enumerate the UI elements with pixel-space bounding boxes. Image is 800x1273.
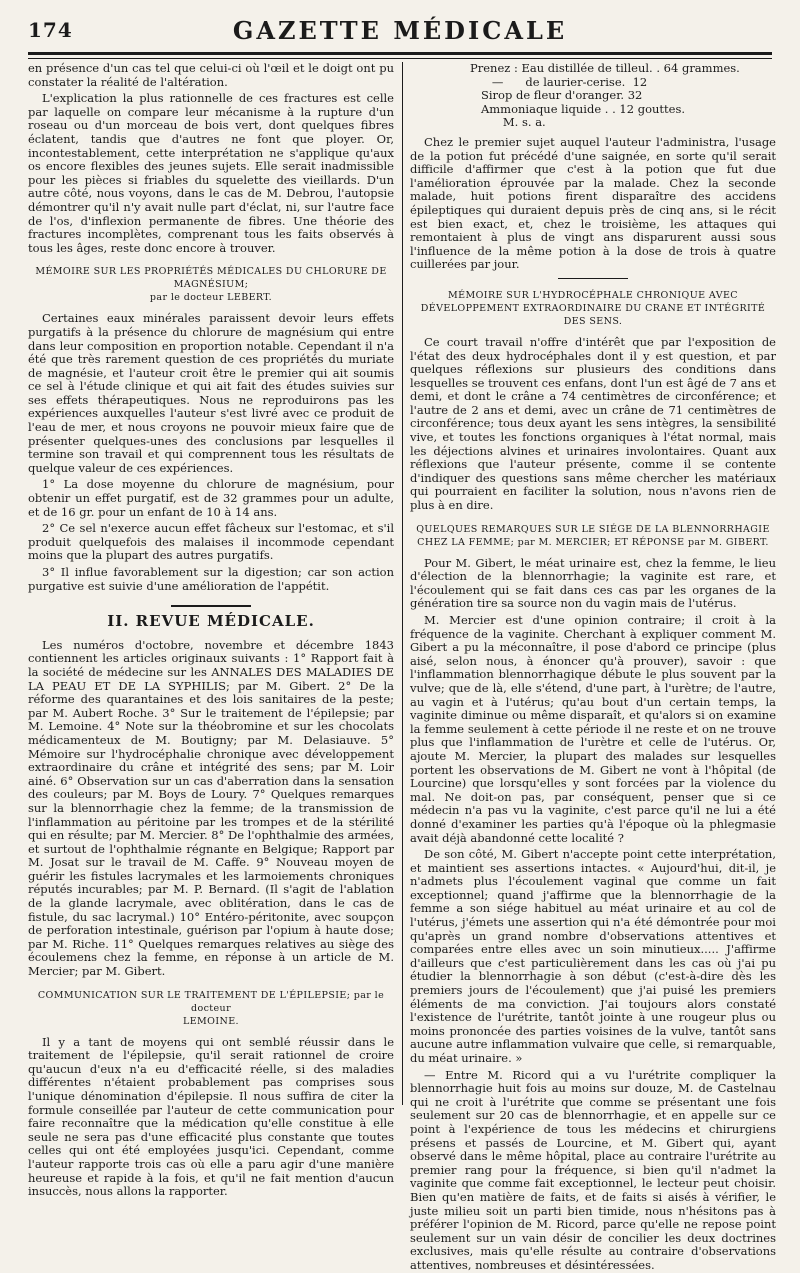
paragraph: en présence d'un cas tel que celui-ci où l'œil et le doigt ont pu constater la réalité de l'altération. — [28, 61, 394, 89]
page-header — [28, 16, 772, 48]
prescription-line: Ammoniaque liquide . . 12 gouttes. — [470, 101, 686, 116]
prescription-line: Prenez : Eau distillée de tilleul. . 64 grammes. — [470, 61, 740, 75]
article-heading: MÉMOIRE SUR L'HYDROCÉPHALE CHRONIQUE AVEC DÉVELOPPEMENT EXTRAORDINAIRE DU CRANE ET INTÉGRITÉ DES SENS. — [420, 289, 766, 327]
article-heading — [32, 265, 390, 304]
paragraph: De son côté, M. Gibert n'accepte point cette interprétation, et maintient ses assertions intactes. « Aujourd'hui, dit-il, je n'admets plus l'écoulement vaginal que comme un fait exceptionnel; quand j'affirme que la blennorrhagie de la femme a son siége habituel au méat urinaire et au col de l'utérus, j'émets une assertion qui n'a été démontrée pour moi qu'après un grand nombre d'observations attentives et comparées entre elles avec un soin minutieux..... J'affirme d'ailleurs que c'est particulièrement dans les cas où j'ai pu étudier la blennorrhagie à son début (c'est-à-dire dès les premiers jours de l'écoulement) que j'ai puisé les premiers éléments de ma conviction. J'ai toujours alors constaté l'existence de l'urétrite, tantôt jointe à une rougeur plus ou moins prononcée des parties voisines de la vulve, tantôt sans aucune autre inflammation vulvaire que celle, si remarquable, du méat urinaire. » — [410, 847, 776, 1065]
prescription-line: Sirop de fleur d'oranger. 32 — [470, 88, 643, 103]
paragraph: M. Mercier est d'une opinion contraire; il croit à la fréquence de la vaginite. Cherchant à expliquer comment M. Gibert a pu la méconnaître, il pose d'abord ce principe (plus aisé, selon nous, à énoncer qu'à prouver), savoir : que l'inflammation blennorrhagique débute le plus souvent par la vulve; que de là, elle s'étend, d'une part, à l'urètre; de l'autre, au vagin et à l'utérus; qu'au bout d'un certain temps, la vaginite diminue ou même disparaît, et qu'alors si on examine la femme seulement à cette période il ne reste et on ne trouve plus que l'inflammation de l'urètre et celle de l'utérus. Or, ajoute M. Mercier, la plupart des malades sur lesquelles portent les observations de M. Gibert ne vont à l'hôpital (de Lourcine) que lorsqu'elles y sont forcées par la violence du mal. Ne doit-on pas, par conséquent, penser que si ce médecin n'a pas vu la vaginite, c'est parce qu'il ne lui a été donné d'examiner les parties qu'à l'époque où la phlegmasie avait déjà abandonné cette localité ? — [410, 613, 776, 845]
prescription-formula — [470, 62, 776, 130]
paragraph: 1° La dose moyenne du chlorure de magnésium, pour obtenir un effet purgatif, est de 32 grammes pour un adulte, et de 16 gr. pour un enfant de 10 à 14 ans. — [28, 477, 394, 519]
prescription-line: M. s. a. — [470, 115, 546, 130]
header-rule — [28, 52, 772, 55]
column-divider — [402, 62, 403, 1105]
prescription-line: — de laurier-cerise. 12 — [470, 74, 648, 89]
paragraph: Certaines eaux minérales paraissent devoir leurs effets purgatifs à la présence du chlorure de magnésium qui entre dans leur composition en proportion notable. Cependant il n'a été que très rarement question de ces propriétés du muriate de magnésie, et l'auteur croit être le premier qui ait soumis ce sel à l'étude clinique et qui ait fait des études suivies sur ses effets thérapeutiques. Nous ne reproduirons pas les expériences auxquelles l'auteur s'est livré avec ce produit de l'eau de mer, et nous croyons ne pouvoir mieux faire que de présenter quelques-unes des conclusions par lesquelles il termine son travail et qui comprennent tous les résultats de quelque valeur de ces expériences. — [28, 311, 394, 475]
right-column — [410, 61, 776, 1272]
paragraph: Ce court travail n'offre d'intérêt que par l'exposition de l'état des deux hydrocéphales dont il y est question, et par quelques réflexions sur plusieurs des conditions dans lesquelles se trouvent ces enfans, dont l'un est âgé de 7 ans et demi, et dont le crâne a 74 centimètres de circonférence; et l'autre de 2 ans et demi, avec un crâne de 71 centimètres de circonférence; tous deux ayant les sens intègres, la sensibilité vive, et toutes les fonctions organiques à l'état normal, mais les déjections alvines et urinaires involontaires. Quant aux réflexions que l'auteur présente, comme il se contente d'indiquer des questions sans même chercher les matériaux qui pourraient en faciliter la solution, nous n'avons rien de plus à en dire. — [410, 334, 776, 513]
section-rule — [171, 605, 251, 607]
paragraph: Chez le premier sujet auquel l'auteur l'administra, l'usage de la potion fut précédé d'une saignée, en sorte qu'il serait difficile d'affirmer que c'est à la potion que fut due l'amélioration éprouvée par la malade. Chez la seconde malade, huit potions firent disparaître des accidens épileptiques qui duraient depuis près de cinq ans, si le récit est bien exact, et, chez le troisième, les attaques qui remontaient à plus de vingt ans disparurent aussi sous l'influence de la même potion à la dose de trois à quatre cuillerées par jour. — [410, 134, 776, 272]
paragraph: 3° Il influe favorablement sur la digestion; car son action purgative est suivie d'une amélioration de l'appétit. — [28, 565, 394, 593]
article-heading-title: MÉMOIRE SUR LES PROPRIÉTÉS MÉDICALES DU CHLORURE DE MAGNÉSIUM; — [35, 266, 387, 291]
section-title: II. REVUE MÉDICALE. — [107, 612, 315, 631]
article-heading-author: LEMOINE. — [183, 1015, 239, 1027]
paragraph: L'explication la plus rationnelle de ces fractures est celle par laquelle on compare leur mécanisme à la rupture d'un roseau ou d'un morceau de bois vert, dont quelques fibres éclatent, tandis que d'autres ne font que ployer. Or, incontestablement, cette interprétation ne s'applique qu'aux os encore flexibles des jeunes sujets. Elle serait inadmissible pour les pièces si friables du squelette des vieillards. D'un autre côté, nous voyons, dans le cas de M. Debrou, l'autopsie démontrer qu'il n'y avait nulle part d'éclat, ni, sur l'autre face de l'os, d'inflexion permanente de fibres. Une théorie des fractures incomplètes, comprenant tous les faits observés à tous les âges, reste donc encore à trouver. — [28, 91, 394, 255]
article-heading — [32, 989, 390, 1028]
separator-rule — [558, 278, 628, 279]
article-heading: QUELQUES REMARQUES SUR LE SIÉGE DE LA BLENNORRHAGIE CHEZ LA FEMME; par M. MERCIER; ET RÉPONSE par M. GIBERT. — [416, 523, 770, 548]
article-heading-title: COMMUNICATION SUR LE TRAITEMENT DE L'ÉPILEPSIE; par le docteur — [37, 989, 385, 1014]
page-number: 174 — [28, 18, 73, 42]
article-heading-author: par le docteur LEBERT. — [149, 292, 273, 304]
header-rule-thin — [28, 58, 772, 59]
left-column — [28, 61, 394, 1199]
masthead-title: GAZETTE MÉDICALE — [232, 16, 568, 45]
paragraph: Les numéros d'octobre, novembre et décembre 1843 contiennent les articles originaux suivants : 1° Rapport fait à la société de médecine sur les ANNALES DES MALADIES DE LA PEAU ET DE LA SYPHILIS; par M. Gibert. 2° De la réforme des quarantaines et des lois sanitaires de la peste; par M. Aubert Roche. 3° Sur le traitement de l'épilepsie; par M. Lemoine. 4° Note sur la théobromine et sur les chocolats médicamenteux de M. Boutigny; par M. Delasiauve. 5° Mémoire sur l'hydrocéphalie chronique avec développement extraordinaire du crâne et intégrité des sens; par M. Loir ainé. 6° Observation sur un cas d'aberration dans la sensation des couleurs; par M. Boys de Loury. 7° Quelques remarques sur la blennorrhagie chez la femme; de la transmission de l'inflammation au péritoine par les trompes et de la stérilité qui en résulte; par M. Mercier. 8° De l'ophthalmie des armées, et surtout de l'ophthalmie régnante en Belgique; Rapport par M. Josat sur le travail de M. Caffe. 9° Nouveau moyen de guérir les fistules lacrymales et les larmoiements chroniques réputés incurables; par M. P. Bernard. (Il s'agit de l'ablation de la glande lacrymale, avec oblitération, dans le cas de fistule, du sac lacrymal.) 10° Entéro-péritonite, avec soupçon de perforation intestinale, guérison par l'opium à haute dose; par M. Riche. 11° Quelques remarques relatives au siège des écoulemens chez la femme, en réponse à un article de M. Mercier; par M. Gibert. — [28, 637, 394, 979]
paragraph: 2° Ce sel n'exerce aucun effet fâcheux sur l'estomac, et s'il produit quelquefois des malaises il incommode cependant moins que la plupart des autres purgatifs. — [28, 521, 394, 563]
paragraph: — Entre M. Ricord qui a vu l'urétrite compliquer la blennorrhagie huit fois au moins sur douze, M. de Castelnau qui ne croit à l'urétrite que comme se présentant une fois seulement sur 20 cas de blennorrhagie, et en appelle sur ce point à l'expérience de tous les médecins et chirurgiens présens et passés de Lourcine, et M. Gibert qui, ayant observé dans le même hôpital, place au contraire l'urétrite au premier rang pour la fréquence, si bien qu'il n'admet la vaginite que comme fait exceptionnel, le lecteur peut choisir. Bien qu'en matière de faits, et de faits si aisés à vérifier, le juste milieu soit un parti bien timide, nous n'hésitons pas à préférer l'opinion de M. Ricord, parce qu'elle ne repose point seulement sur un vain désir de concilier les deux doctrines exclusives, mais qu'elle résulte au contraire d'observations attentives, nombreuses et désintéressées. — [410, 1067, 776, 1272]
paragraph: Pour M. Gibert, le méat urinaire est, chez la femme, le lieu d'élection de la blennorrhagie; la vaginite est rare, et l'écoulement qui se fait dans ces cas par les organes de la génération tire sa source non du vagin mais de l'utérus. — [410, 555, 776, 611]
paragraph: Il y a tant de moyens qui ont semblé réussir dans le traitement de l'épilepsie, qu'il serait rationnel de croire qu'aucun d'eux n'a eu d'efficacité réelle, si des maladies différentes n'étaient probablement pas comprises sous l'unique dénomination d'épilepsie. Il nous suffira de citer la formule conseillée par l'auteur de cette communication pour faire reconnaître que la médication qu'elle constitue à elle seule ne sera pas d'une efficacité plus constante que toutes celles qui ont été employées jusqu'ici. Cependant, comme l'auteur rapporte trois cas où elle a paru agir d'une manière heureuse et rapide à la fois, et qu'il ne fait mention d'aucun insuccès, nous allons la rapporter. — [28, 1034, 394, 1199]
